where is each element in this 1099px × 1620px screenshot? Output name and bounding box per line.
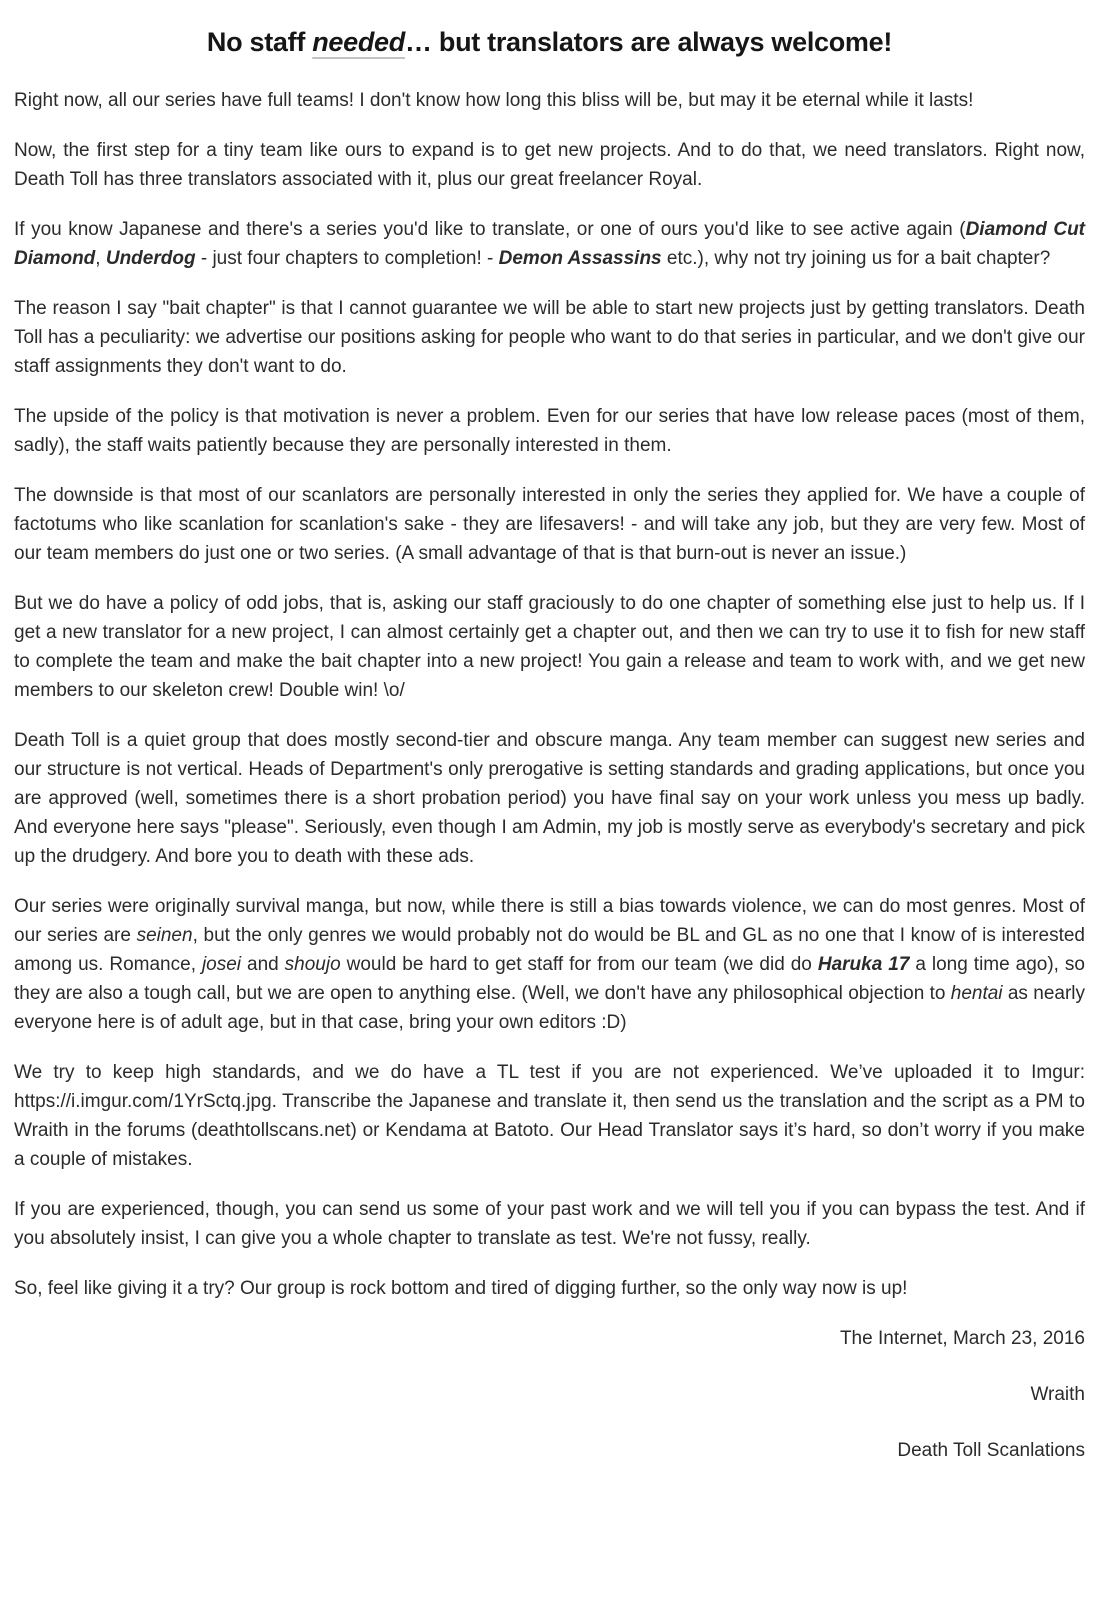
- signature-dateline: The Internet, March 23, 2016: [839, 1328, 1085, 1349]
- body-text: and: [241, 954, 285, 975]
- body-text: Death Toll is a quiet group that does mostly second-tier and obscure manga. Any team member can suggest new series and our structure is not vertical. Heads of Department's only prerogative is setting standards and grading applications, but once you are approved (well, sometimes there is a short probation period) you have final say on your work unless you mess up badly. And everyone here says "please". Seriously, even though I am Admin, my job is mostly serve as everybody's secretary and pick up the drudgery. And bore you to death with these ads.: [14, 730, 1085, 867]
- body-text: Our series were originally survival manga, but now, while there is still a bias towards violence, we can do most genres. Most of our series are: [14, 896, 1085, 946]
- paragraph: [14, 294, 1085, 381]
- body-text: The downside is that most of our scanlators are personally interested in only the series they applied for. We have a couple of factotums who like scanlation for scanlation's sake - they are lifesavers! - and will take any job, but they are very few. Most of our team members do just one or two series. (A small advantage of that is that burn-out is never an issue.): [14, 485, 1085, 564]
- paragraph: [14, 86, 1085, 115]
- body-text: , but the only genres we would probably not do would be BL and GL as no one that I know of is interested among us. Romance,: [14, 925, 1085, 975]
- signature-block: [14, 1324, 1085, 1465]
- signature-group: Death Toll Scanlations: [897, 1440, 1085, 1461]
- body-text: We try to keep high standards, and we do have a TL test if you are not experienced. We’ve uploaded it to Imgur: https://i.imgur.com/1YrSctq.jpg. Transcribe the Japanese and translate it, then send us the translation and the script as a PM to Wraith in the forums (deathtollscans.net) or Kendama at Batoto. Our Head Translator says it’s hard, so don’t worry if you make a couple of mistakes.: [14, 1062, 1085, 1170]
- paragraph: [14, 1195, 1085, 1253]
- paragraph: [14, 589, 1085, 705]
- title-emphasis-needed: needed: [312, 27, 405, 57]
- genre-term-text: seinen: [136, 925, 193, 946]
- paragraph: [14, 1274, 1085, 1303]
- body-text: If you know Japanese and there's a series you'd like to translate, or one of ours you'd like to see active again (: [14, 219, 966, 240]
- body-text: a long time ago), so they are also a tough call, but we are open to anything else. (Well, we don't have any philosophical objection to: [14, 954, 1085, 1004]
- body-text: ,: [95, 248, 106, 269]
- body-text: The upside of the policy is that motivation is never a problem. Even for our series that have low release paces (most of them, sadly), the staff waits patiently because they are personally interested in them.: [14, 406, 1085, 456]
- paragraph: [14, 136, 1085, 194]
- body-text: Right now, all our series have full teams! I don't know how long this bliss will be, but may it be eternal while it lasts!: [14, 90, 974, 111]
- series-title-text: Diamond Cut Diamond: [14, 219, 1086, 269]
- title-text-suffix: … but translators are always welcome!: [404, 27, 893, 57]
- body-text: If you are experienced, though, you can send us some of your past work and we will tell you if you can bypass the test. And if you absolutely insist, I can give you a whole chapter to translate as test. We're not fussy, really.: [14, 1199, 1085, 1249]
- series-title-text: Demon Assassins: [498, 248, 662, 269]
- genre-term-text: hentai: [950, 983, 1003, 1004]
- series-title-text: Underdog: [105, 248, 196, 269]
- genre-term-text: josei: [201, 954, 242, 975]
- body-text: etc.), why not try joining us for a bait chapter?: [661, 248, 1051, 269]
- body-text: as nearly everyone here is of adult age, but in that case, bring your own editors :D): [14, 983, 1086, 1033]
- series-title-text: Haruka 17: [817, 954, 910, 975]
- paragraph: [14, 402, 1085, 460]
- document-body: [14, 86, 1085, 1303]
- title-text-prefix: No staff: [206, 27, 313, 57]
- body-text: So, feel like giving it a try? Our group is rock bottom and tired of digging further, so the only way now is up!: [14, 1278, 908, 1299]
- body-text: would be hard to get staff for from our team (we did do: [340, 954, 818, 975]
- paragraph: [14, 726, 1085, 871]
- signature-author: Wraith: [1030, 1384, 1085, 1405]
- body-text: Now, the first step for a tiny team like ours to expand is to get new projects. And to do that, we need translators. Right now, Death Toll has three translators associated with it, plus our great freelancer Royal.: [14, 140, 1085, 190]
- body-text: The reason I say "bait chapter" is that I cannot guarantee we will be able to start new projects just by getting translators. Death Toll has a peculiarity: we advertise our positions asking for people who want to do that series in particular, and we don't give our staff assignments they don't want to do.: [14, 298, 1085, 377]
- body-text: - just four chapters to completion! -: [195, 248, 499, 269]
- body-text: But we do have a policy of odd jobs, that is, asking our staff graciously to do one chapter of something else just to help us. If I get a new translator for a new project, I can almost certainly get a chapter out, and then we can try to use it to fish for new staff to complete the team and make the bait chapter into a new project! You gain a release and team to work with, and we get new members to our skeleton crew! Double win! \o/: [14, 593, 1085, 701]
- page-title: [14, 22, 1085, 62]
- paragraph: [14, 215, 1085, 273]
- paragraph: [14, 1058, 1085, 1174]
- paragraph: [14, 481, 1085, 568]
- genre-term-text: shoujo: [284, 954, 341, 975]
- paragraph: [14, 892, 1085, 1037]
